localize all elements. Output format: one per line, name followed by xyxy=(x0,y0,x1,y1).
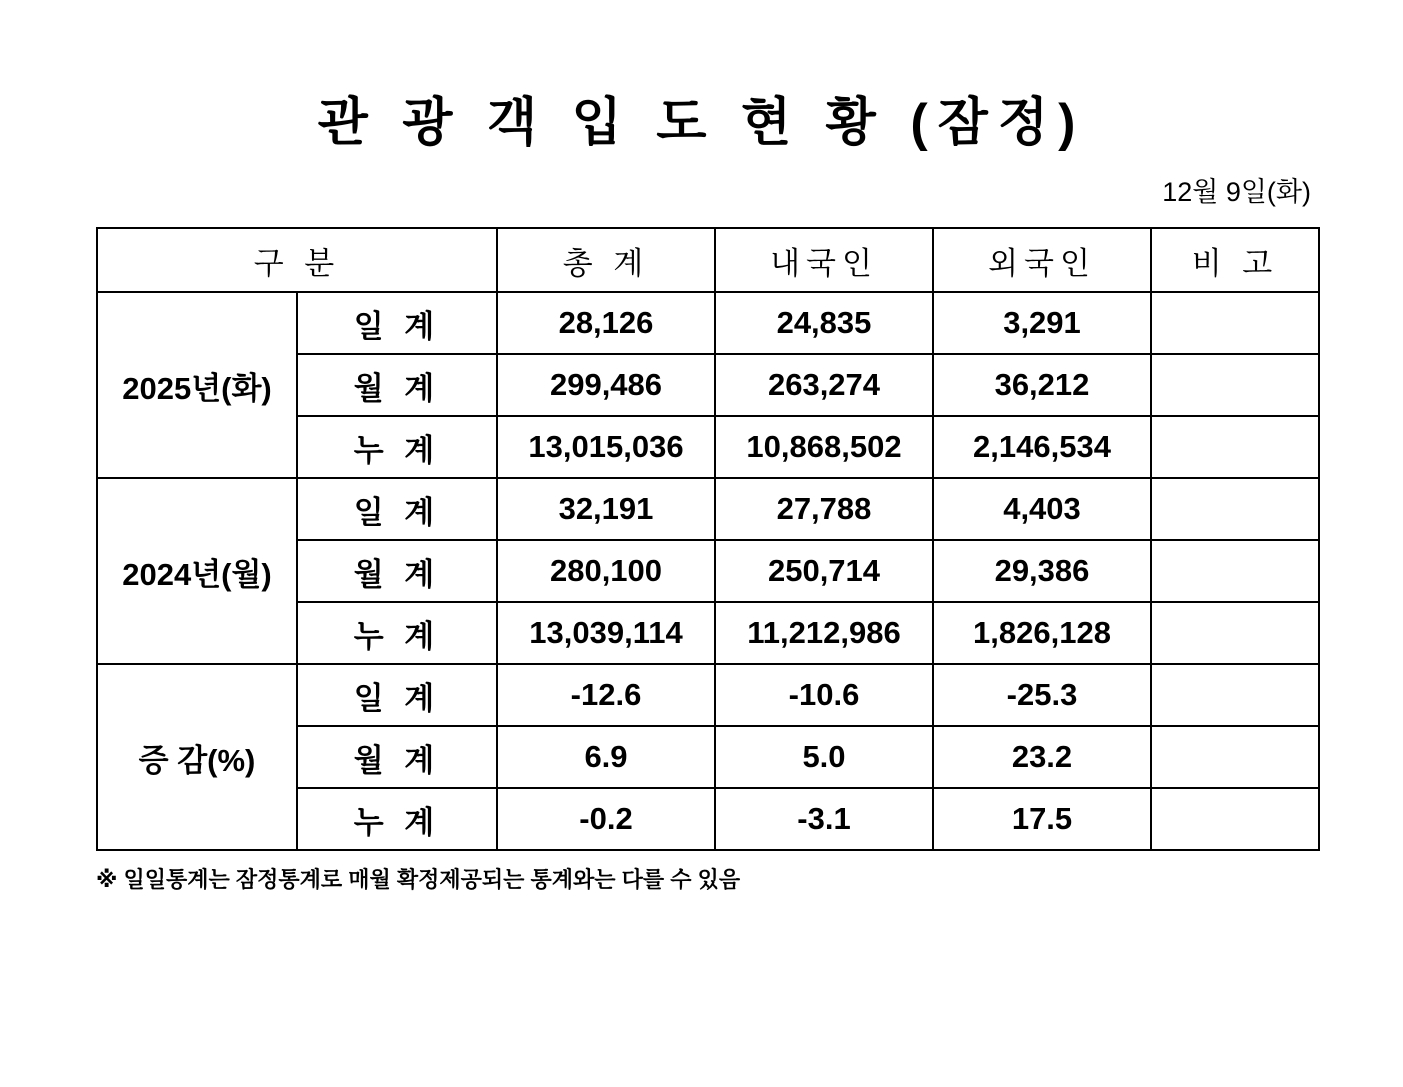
table-row xyxy=(97,478,1319,540)
cell-foreign: 3,291 xyxy=(933,292,1151,354)
table-row xyxy=(97,664,1319,726)
column-header-domestic: 내국인 xyxy=(715,228,933,292)
cell-total: 28,126 xyxy=(497,292,715,354)
cell-foreign: 2,146,534 xyxy=(933,416,1151,478)
cell-foreign: 1,826,128 xyxy=(933,602,1151,664)
cell-domestic: 263,274 xyxy=(715,354,933,416)
row-sub-label: 월 계 xyxy=(297,354,497,416)
cell-note xyxy=(1151,664,1319,726)
cell-domestic: -10.6 xyxy=(715,664,933,726)
row-sub-label: 일 계 xyxy=(297,478,497,540)
table-header-row xyxy=(97,228,1319,292)
cell-total: -0.2 xyxy=(497,788,715,850)
cell-foreign: -25.3 xyxy=(933,664,1151,726)
column-header-foreign: 외국인 xyxy=(933,228,1151,292)
row-sub-label: 일 계 xyxy=(297,664,497,726)
cell-total: 13,039,114 xyxy=(497,602,715,664)
cell-domestic: 10,868,502 xyxy=(715,416,933,478)
row-sub-label: 일 계 xyxy=(297,292,497,354)
row-sub-label: 누 계 xyxy=(297,416,497,478)
document-page xyxy=(0,95,1403,1087)
cell-total: 32,191 xyxy=(497,478,715,540)
cell-note xyxy=(1151,354,1319,416)
cell-total: 13,015,036 xyxy=(497,416,715,478)
cell-total: 280,100 xyxy=(497,540,715,602)
column-header-note: 비 고 xyxy=(1151,228,1319,292)
row-group-label: 2024년(월) xyxy=(97,478,297,664)
cell-note xyxy=(1151,788,1319,850)
column-header-total: 총 계 xyxy=(497,228,715,292)
table-row xyxy=(97,292,1319,354)
cell-domestic: 5.0 xyxy=(715,726,933,788)
cell-total: -12.6 xyxy=(497,664,715,726)
row-sub-label: 누 계 xyxy=(297,788,497,850)
cell-note xyxy=(1151,478,1319,540)
cell-foreign: 4,403 xyxy=(933,478,1151,540)
cell-note xyxy=(1151,602,1319,664)
cell-domestic: -3.1 xyxy=(715,788,933,850)
footnote: ※ 일일통계는 잠정통계로 매월 확정제공되는 통계와는 다를 수 있음 xyxy=(96,867,741,893)
cell-note xyxy=(1151,726,1319,788)
cell-domestic: 27,788 xyxy=(715,478,933,540)
row-group-label: 2025년(화) xyxy=(97,292,297,478)
tourist-arrivals-table xyxy=(96,227,1320,851)
cell-domestic: 11,212,986 xyxy=(715,602,933,664)
page-title: 관 광 객 입 도 현 황 (잠정) xyxy=(317,94,1086,152)
row-sub-label: 월 계 xyxy=(297,540,497,602)
cell-domestic: 24,835 xyxy=(715,292,933,354)
cell-domestic: 250,714 xyxy=(715,540,933,602)
row-group-label: 증 감(%) xyxy=(97,664,297,850)
column-header-gubun: 구 분 xyxy=(97,228,497,292)
cell-note xyxy=(1151,416,1319,478)
cell-foreign: 36,212 xyxy=(933,354,1151,416)
cell-note xyxy=(1151,292,1319,354)
row-sub-label: 월 계 xyxy=(297,726,497,788)
report-date: 12월 9일(화) xyxy=(1162,177,1311,208)
row-sub-label: 누 계 xyxy=(297,602,497,664)
cell-note xyxy=(1151,540,1319,602)
cell-foreign: 23.2 xyxy=(933,726,1151,788)
cell-foreign: 17.5 xyxy=(933,788,1151,850)
cell-total: 299,486 xyxy=(497,354,715,416)
cell-foreign: 29,386 xyxy=(933,540,1151,602)
cell-total: 6.9 xyxy=(497,726,715,788)
